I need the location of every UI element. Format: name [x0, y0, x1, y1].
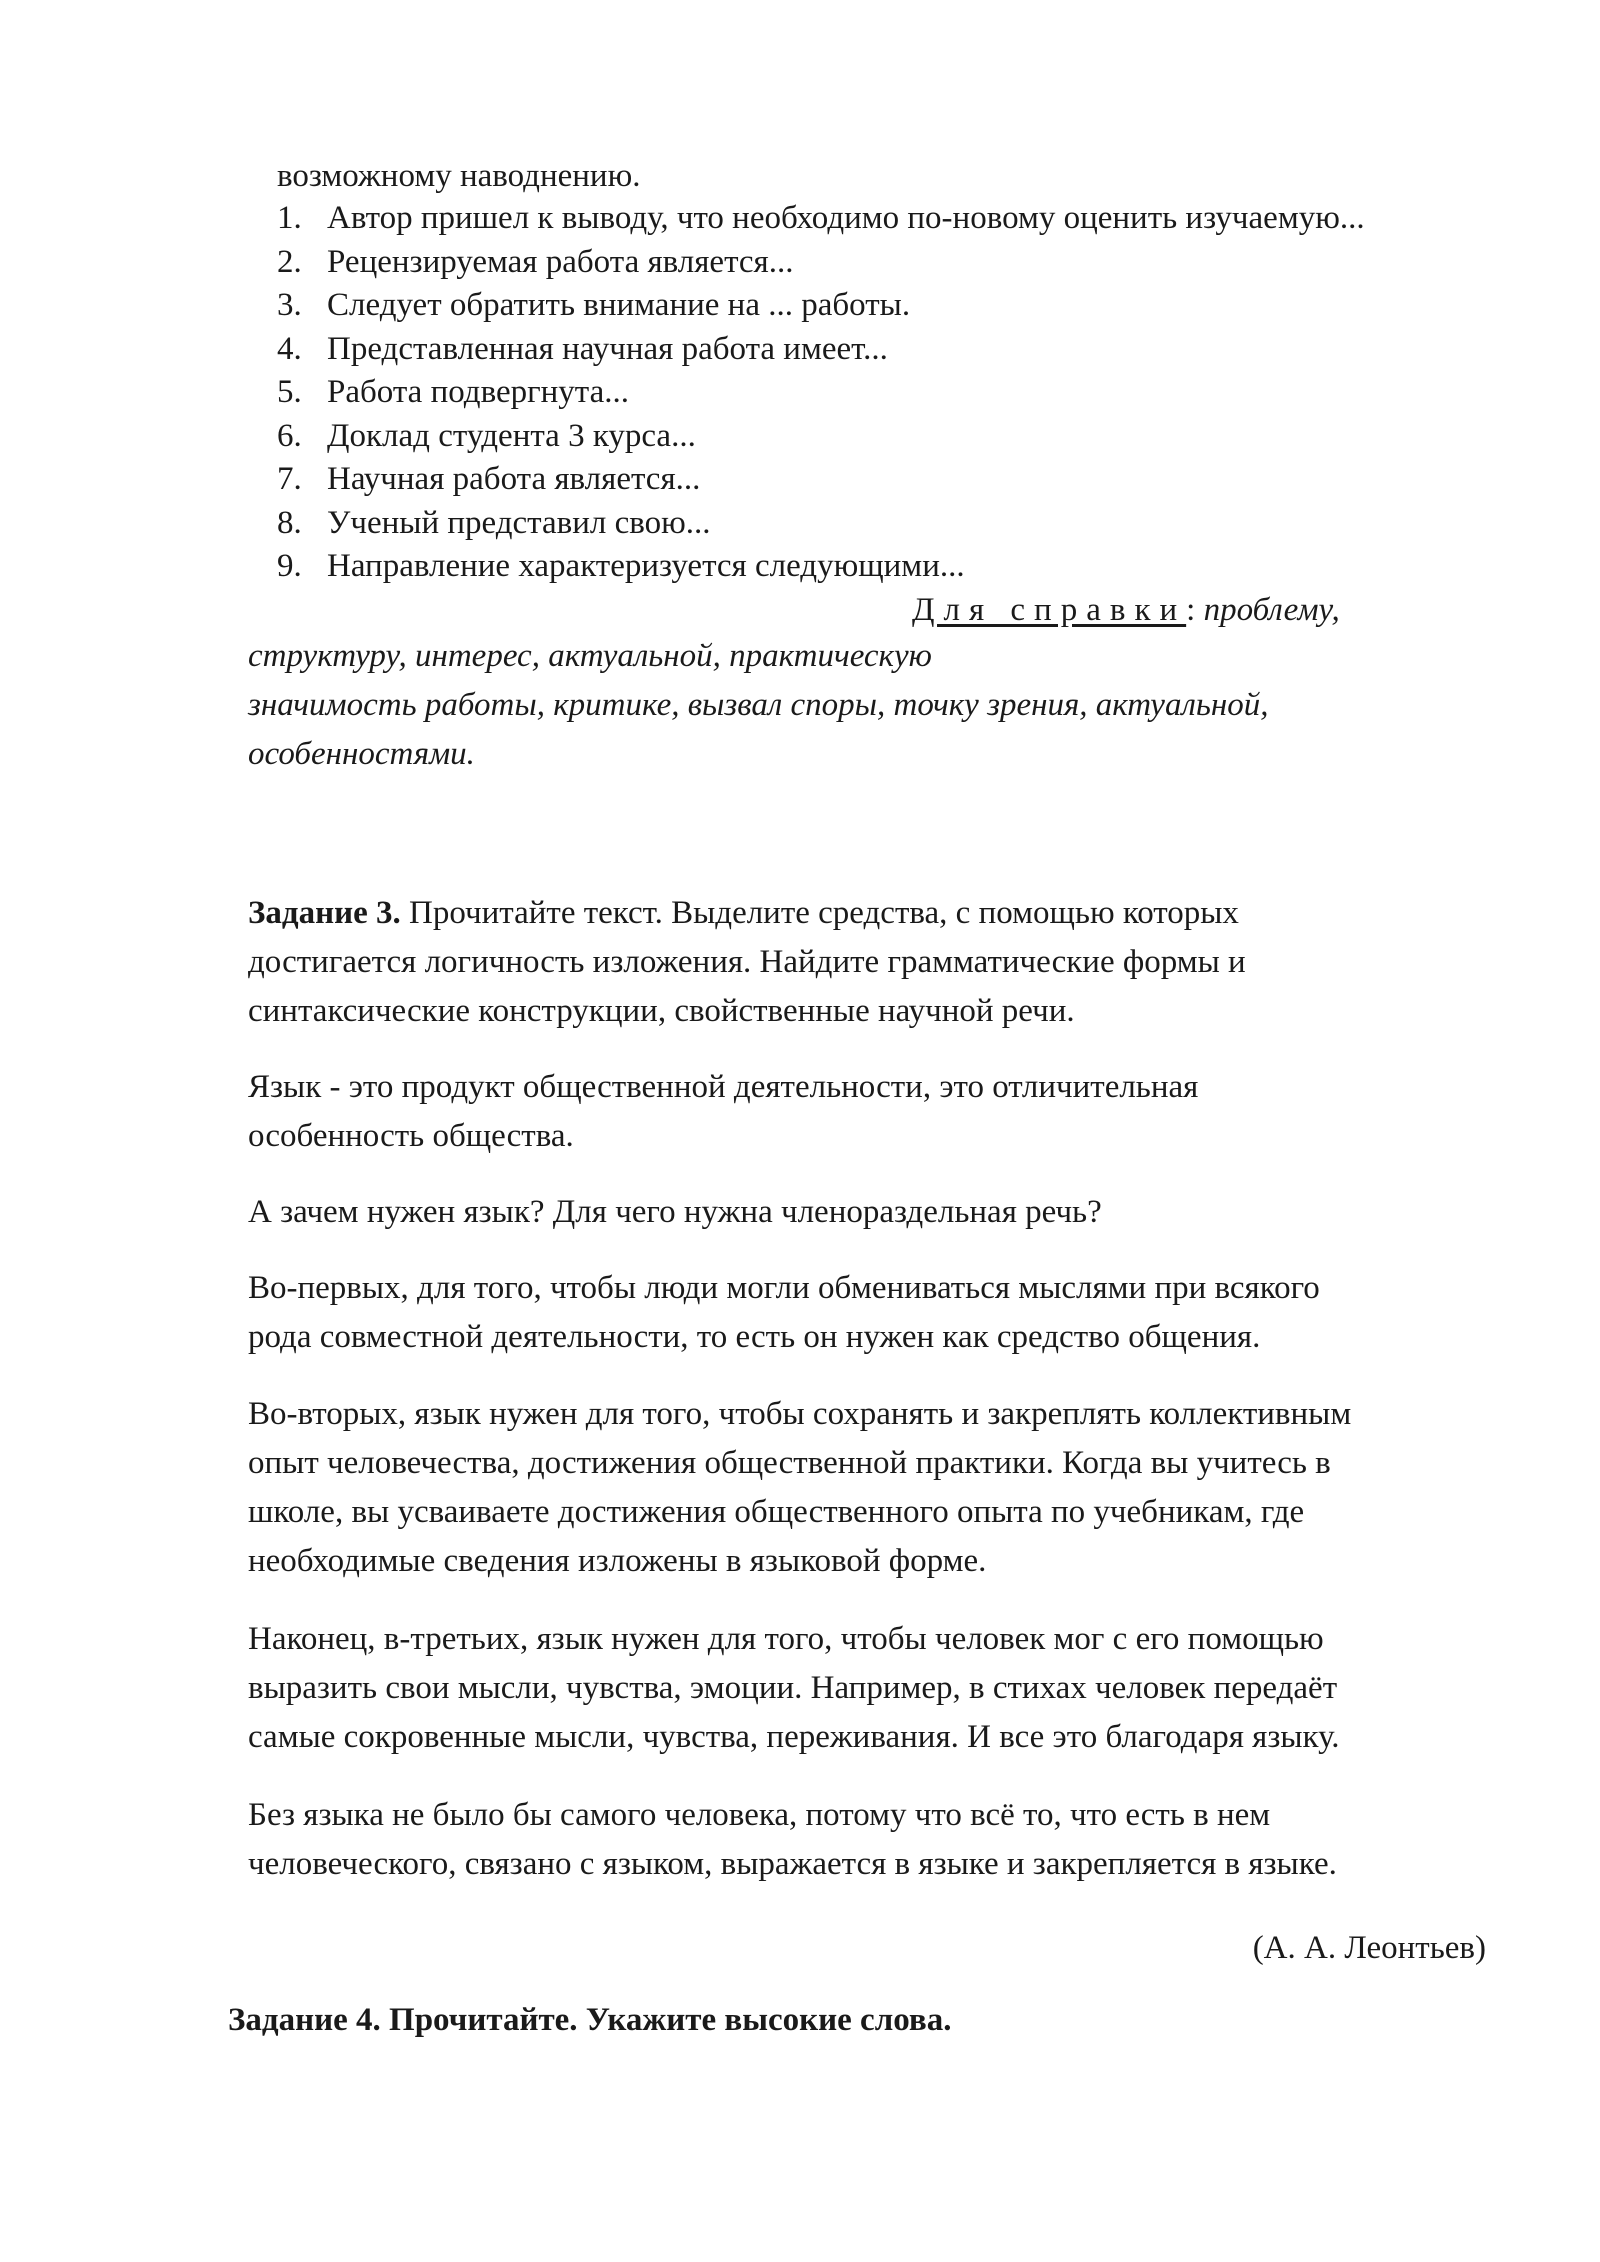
list-item-text: Автор пришел к выводу, что необходимо по-новому оценить изучаемую... — [327, 200, 1365, 236]
list-item-number: 6. — [277, 417, 302, 454]
text-paragraph — [248, 1063, 1498, 1161]
list-item — [277, 545, 1365, 589]
reference-label: Для справки — [912, 592, 1187, 628]
list-item-number: 9. — [277, 548, 302, 584]
reference-first-word: проблему, — [1203, 592, 1340, 628]
text-paragraph — [248, 1264, 1498, 1362]
text-paragraph — [248, 1390, 1498, 1586]
list-item-text: Работа подвергнута... — [327, 374, 630, 410]
list-item-text: Направление характеризуется следующими... — [327, 548, 965, 584]
list-item-text: Доклад студента 3 курса... — [327, 417, 696, 454]
paragraph-line: человеческого, связано с языком, выражается в языке и закрепляется в языке. — [248, 1846, 1337, 1882]
list-item-text: Научная работа является... — [327, 461, 701, 497]
paragraph-line: выразить свои мысли, чувства, эмоции. Например, в стихах человек передаёт — [248, 1670, 1338, 1706]
list-item-text: Ученый представил свою... — [327, 504, 711, 541]
list-item — [277, 502, 1365, 546]
list-item-number: 2. — [277, 243, 302, 280]
list-item-number: 5. — [277, 374, 302, 410]
paragraph-line: Язык - это продукт общественной деятельности, это отличительная — [248, 1069, 1199, 1105]
paragraph-line: Во-вторых, язык нужен для того, чтобы сохранять и закреплять коллективным — [248, 1396, 1352, 1432]
intro-tail-text: возможному наводнению. — [277, 158, 641, 194]
paragraph-line: опыт человечества, достижения общественной практики. Когда вы учитесь в — [248, 1445, 1331, 1481]
list-item-text: Представленная научная работа имеет... — [327, 330, 888, 367]
task3-instruction-text: Прочитайте текст. Выделите средства, с помощью которых — [409, 895, 1239, 931]
list-item — [277, 241, 1365, 285]
paragraph-line: А зачем нужен язык? Для чего нужна членораздельная речь? — [248, 1194, 1102, 1230]
reference-line: значимость работы, критике, вызвал споры, точку зрения, актуальной, — [248, 687, 1269, 723]
list-item — [277, 415, 1365, 459]
text-paragraph — [248, 1791, 1498, 1889]
task3-instruction — [248, 889, 1498, 1036]
text-paragraph — [248, 1615, 1498, 1762]
list-item-number: 4. — [277, 330, 302, 367]
reference-line: структуру, интерес, актуальной, практическую — [248, 638, 932, 674]
list-item-number: 3. — [277, 287, 302, 323]
author-attribution: (А. А. Леонтьев) — [1252, 1930, 1486, 1966]
reference-words — [248, 632, 1398, 779]
task4-heading: Задание 4. Прочитайте. Укажите высокие слова. — [228, 2002, 952, 2038]
list-item-number: 7. — [277, 461, 302, 497]
paragraph-line: необходимые сведения изложены в языковой форме. — [248, 1543, 987, 1579]
task3-instruction-line: синтаксические конструкции, свойственные научной речи. — [248, 993, 1075, 1029]
reference-line: особенностями. — [248, 736, 475, 772]
text-paragraph — [248, 1188, 1498, 1237]
list-item — [277, 458, 1365, 502]
list-item-text: Рецензируемая работа является... — [327, 243, 794, 280]
list-item — [277, 284, 1365, 328]
task3-instruction-line: достигается логичность изложения. Найдите грамматические формы и — [248, 944, 1246, 980]
paragraph-line: Наконец, в-третьих, язык нужен для того, чтобы человек мог с его помощью — [248, 1621, 1324, 1657]
list-item — [277, 197, 1365, 241]
task3-heading: Задание 3. — [248, 895, 401, 931]
list-item-number: 1. — [277, 200, 302, 236]
paragraph-line: школе, вы усваиваете достижения общественного опыта по учебникам, где — [248, 1494, 1305, 1530]
paragraph-line: Во-первых, для того, чтобы люди могли обмениваться мыслями при всякого — [248, 1270, 1320, 1306]
task3-first-line — [248, 889, 1498, 938]
paragraph-line: особенность общества. — [248, 1118, 574, 1154]
paragraph-line: рода совместной деятельности, то есть он нужен как средство общения. — [248, 1319, 1261, 1355]
list-item-number: 8. — [277, 504, 302, 541]
list-item — [277, 328, 1365, 372]
reference-colon: : — [1186, 592, 1196, 628]
list-item-text: Следует обратить внимание на ... работы. — [327, 287, 911, 323]
list-item — [277, 371, 1365, 415]
paragraph-line: самые сокровенные мысли, чувства, переживания. И все это благодаря языку. — [248, 1719, 1340, 1755]
paragraph-line: Без языка не было бы самого человека, потому что всё то, что есть в нем — [248, 1797, 1271, 1833]
numbered-list — [277, 197, 1365, 589]
reference-heading — [912, 588, 1340, 632]
